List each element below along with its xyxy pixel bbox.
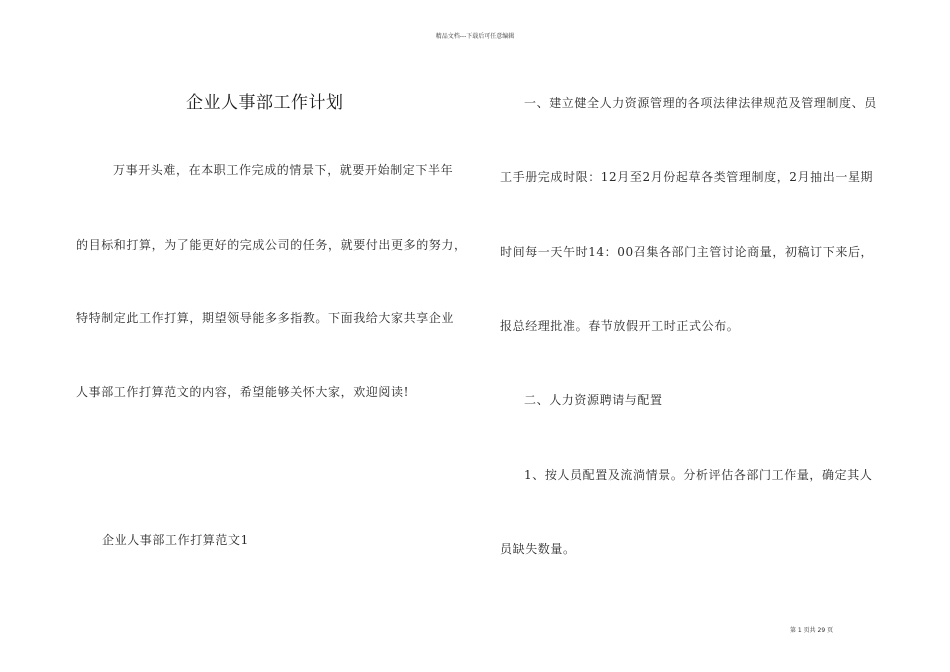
right-paragraph-line-1: 一、建立健全人力资源管理的各项法律法律规范及管理制度、员 — [524, 96, 877, 110]
right-paragraph-line-5: 1、按人员配置及流淌情景。分析评估各部门工作量，确定其人 — [524, 468, 873, 482]
left-paragraph-line-1: 万事开头难，在本职工作完成的情景下，就要开始制定下半年 — [113, 163, 454, 177]
right-paragraph-line-4: 报总经理批准。春节放假开工时正式公布。 — [500, 319, 740, 333]
document-title: 企业人事部工作计划 — [186, 93, 344, 113]
section-heading-sample-1: 企业人事部工作打算范文1 — [102, 533, 249, 547]
right-paragraph-line-6: 员缺失数量。 — [500, 542, 576, 556]
page-number: 第 1 页共 29 页 — [790, 627, 834, 634]
header-note: 精品文档---下载后可任意编辑 — [435, 33, 515, 40]
left-paragraph-line-3: 特特制定此工作打算，期望领导能多多指教。下面我给大家共享企业 — [76, 311, 455, 325]
right-paragraph-line-3: 时间每一天午时14：00召集各部门主管讨论商量，初稿订下来后， — [500, 245, 874, 259]
section-heading-recruitment: 二、人力资源聘请与配置 — [524, 393, 663, 407]
left-paragraph-line-4: 人事部工作打算范文的内容，希望能够关怀大家，欢迎阅读! — [76, 385, 410, 399]
left-paragraph-line-2: 的目标和打算，为了能更好的完成公司的任务，就要付出更多的努力， — [76, 238, 467, 252]
right-paragraph-line-2: 工手册完成时限：12月至2月份起草各类管理制度，2月抽出一星期 — [500, 170, 874, 184]
